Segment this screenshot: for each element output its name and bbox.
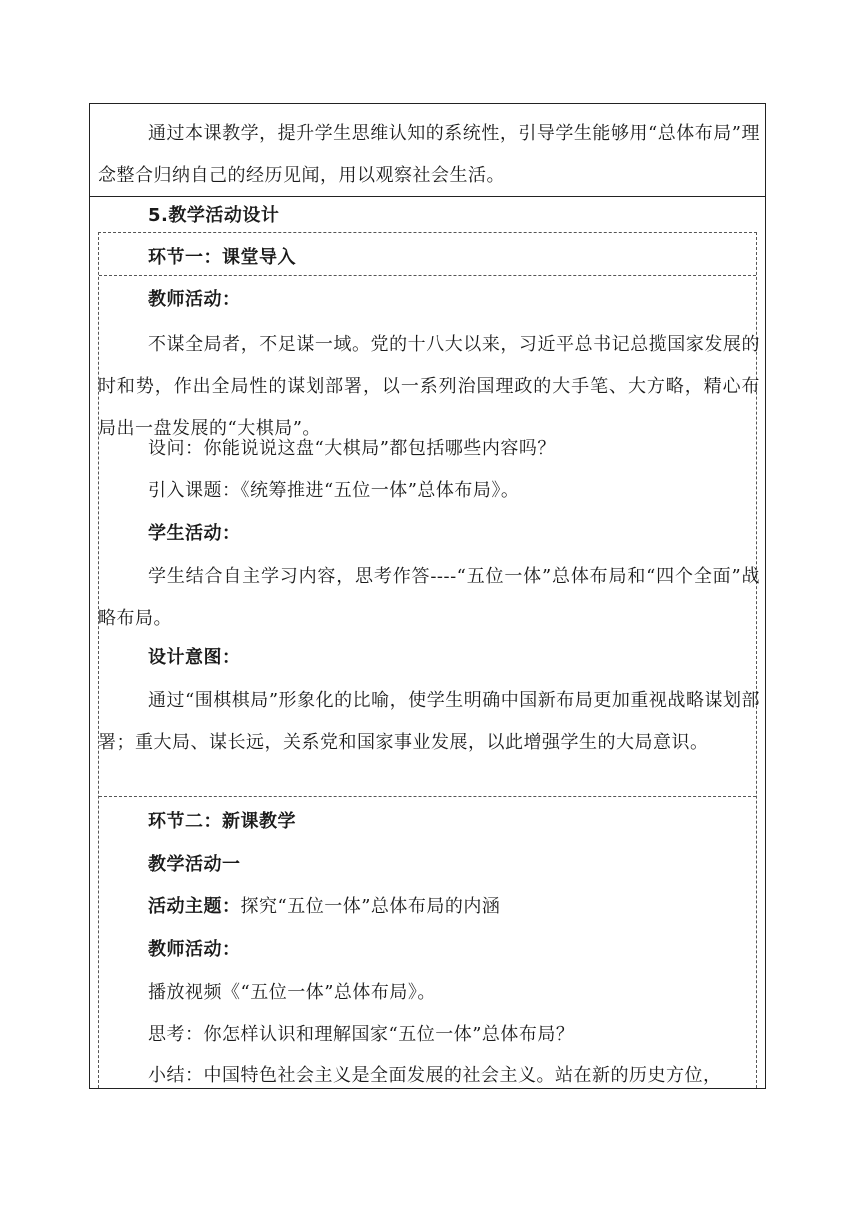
activity-title: 教学活动一 (148, 854, 241, 875)
topic-text: 引入课题：《统筹推进“五位一体”总体布局》。 (148, 480, 520, 501)
intro-paragraph: 通过本课教学，提升学生思维认知的系统性，引导学生能够用“总体布局”理念整合归纳自己的经历见闻，用以观察社会生活。 (98, 123, 760, 186)
design-intent-text: 通过“围棋棋局”形象化的比喻，使学生明确中国新布局更加重视战略谋划部署；重大局、谋长远，关系党和国家事业发展，以此增强学生的大局意识。 (98, 690, 760, 753)
question-text: 设问：你能说说这盘“大棋局”都包括哪些内容吗？ (148, 438, 556, 459)
activity-theme (148, 886, 760, 928)
section-title: 5.教学活动设计 (148, 205, 280, 226)
summary-text: 小结：中国特色社会主义是全面发展的社会主义。站在新的历史方位， (148, 1065, 722, 1086)
teacher-activity-text: 不谋全局者，不足谋一域。党的十八大以来，习近平总书记总揽国家发展的时和势，作出全局性的谋划部署，以一系列治国理政的大手笔、大方略，精心布局出一盘发展的“大棋局”。 (98, 334, 760, 439)
student-activity-text: 学生结合自主学习内容，思考作答----“五位一体”总体布局和“四个全面”战略布局。 (98, 566, 760, 629)
design-intent-label: 设计意图： (148, 647, 241, 668)
teacher-activity-label-2: 教师活动： (148, 939, 241, 960)
dashed-divider (99, 796, 756, 797)
video-text: 播放视频《“五位一体”总体布局》。 (148, 982, 436, 1003)
student-activity-label: 学生活动： (148, 523, 241, 544)
theme-label: 活动主题： (148, 896, 241, 917)
stage1-title: 环节一：课堂导入 (148, 247, 296, 268)
think-text: 思考：你怎样认识和理解国家“五位一体”总体布局？ (148, 1024, 575, 1045)
teacher-activity-label: 教师活动： (148, 289, 241, 310)
stage2-title: 环节二：新课教学 (148, 811, 296, 832)
theme-text: 探究“五位一体”总体布局的内涵 (240, 896, 501, 917)
